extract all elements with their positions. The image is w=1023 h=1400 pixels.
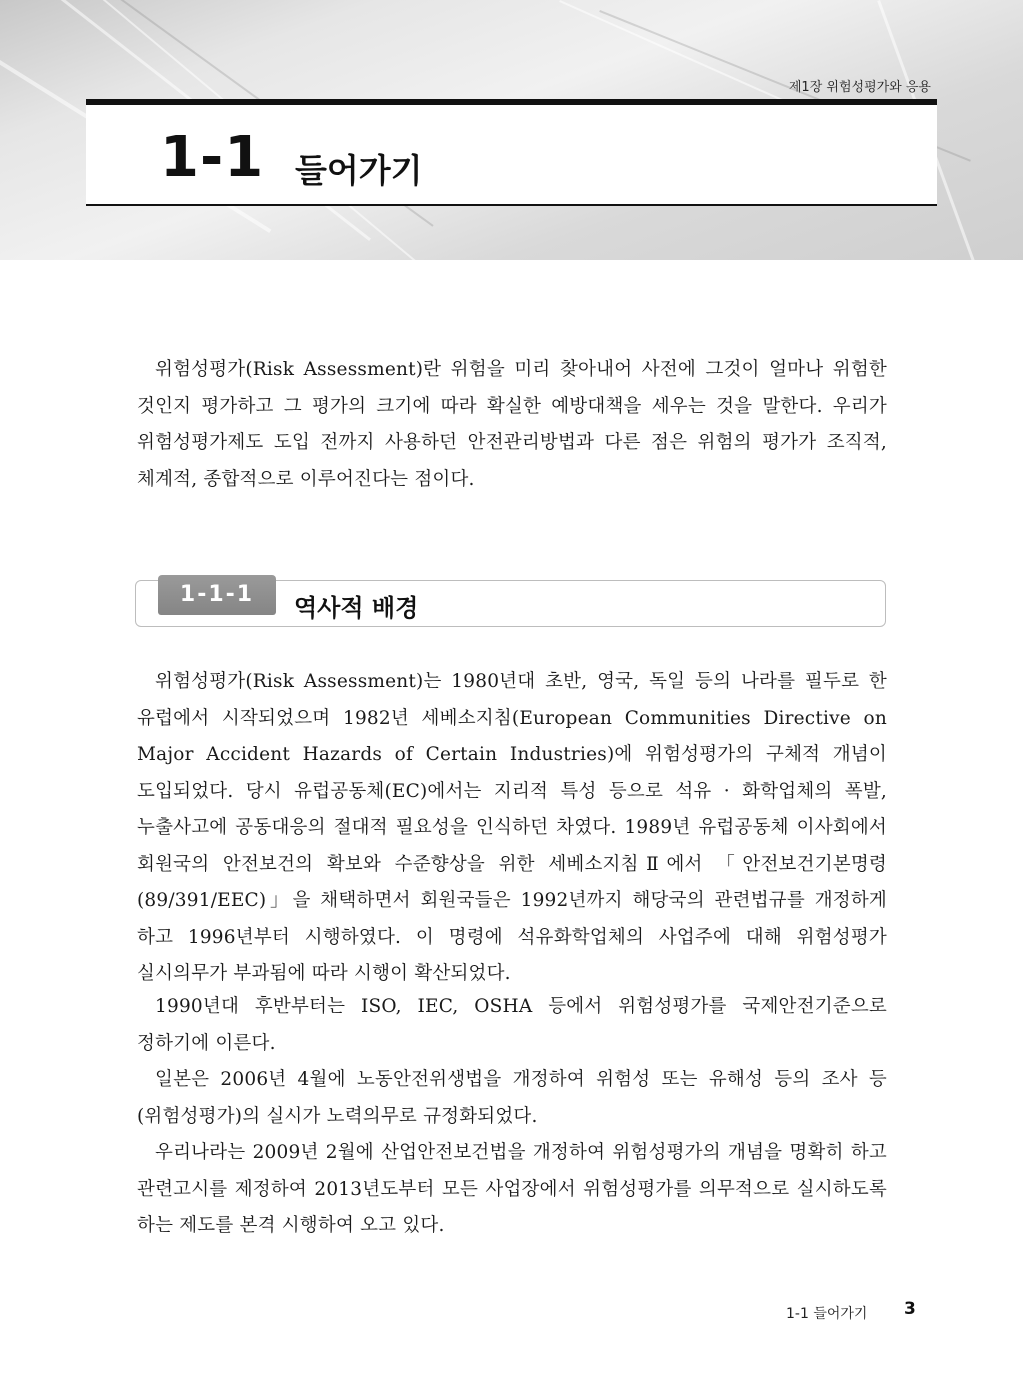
chapter-title-box: [86, 99, 937, 206]
body-paragraph-2: 1990년대 후반부터는 ISO, IEC, OSHA 등에서 위험성평가를 국제안전기준으로 정하기에 이른다.: [137, 996, 887, 1054]
chapter-title: 들어가기: [295, 151, 423, 190]
page-number: 3: [904, 1299, 916, 1319]
body-paragraph-3: 일본은 2006년 4월에 노동안전위생법을 개정하여 위험성 또는 유해성 등의 조사 등(위험성평가)의 실시가 노력의무로 규정화되었다.: [137, 1069, 887, 1127]
footer-section-label: 1-1 들어가기: [786, 1306, 868, 1322]
body-paragraph-1: 위험성평가(Risk Assessment)는 1980년대 초반, 영국, 독일 등의 나라를 필두로 한 유럽에서 시작되었으며 1982년 세베소지침(European Communities Directive on Major Accident Hazards of Certain Industries)에 위험성평가의 구체적 개념이 도입되었다. 당시 유럽공동체(EC)에서는 지리적 특성 등으로 석유 · 화학업체의 폭발, 누출사고에 공동대응의 절대적 필요성을 인식하던 차였다. 1989년 유럽공동체 이사회에서 회원국의 안전보건의 확보와 수준향상을 위한 세베소지침Ⅱ에서 「안전보건기본명령(89/391/EEC)」을 채택하면서 회원국들은 1992년까지 해당국의 관련법규를 개정하게 하고 1996년부터 시행하였다. 이 명령에 석유화학업체의 사업주에 대해 위험성평가 실시의무가 부과됨에 따라 시행이 확산되었다.: [137, 671, 887, 984]
running-head: 제1장 위험성평가와 응용: [788, 80, 931, 95]
intro-paragraph: 위험성평가(Risk Assessment)란 위험을 미리 찾아내어 사전에 그것이 얼마나 위험한 것인지 평가하고 그 평가의 크기에 따라 확실한 예방대책을 세우는 것을 말한다. 우리가 위험성평가제도 도입 전까지 사용하던 안전관리방법과 다른 점은 위험의 평가가 조직적, 체계적, 종합적으로 이루어진다는 점이다.: [137, 359, 887, 490]
section-number-tab: 1-1-1: [158, 575, 276, 615]
body-paragraph-4: 우리나라는 2009년 2월에 산업안전보건법을 개정하여 위험성평가의 개념을 명확히 하고 관련고시를 제정하여 2013년도부터 모든 사업장에서 위험성평가를 의무적으로 실시하도록 하는 제도를 본격 시행하여 오고 있다.: [137, 1142, 887, 1236]
chapter-number: 1-1: [160, 125, 265, 190]
section-title: 역사적 배경: [294, 594, 419, 622]
header-banner: [0, 0, 1023, 260]
